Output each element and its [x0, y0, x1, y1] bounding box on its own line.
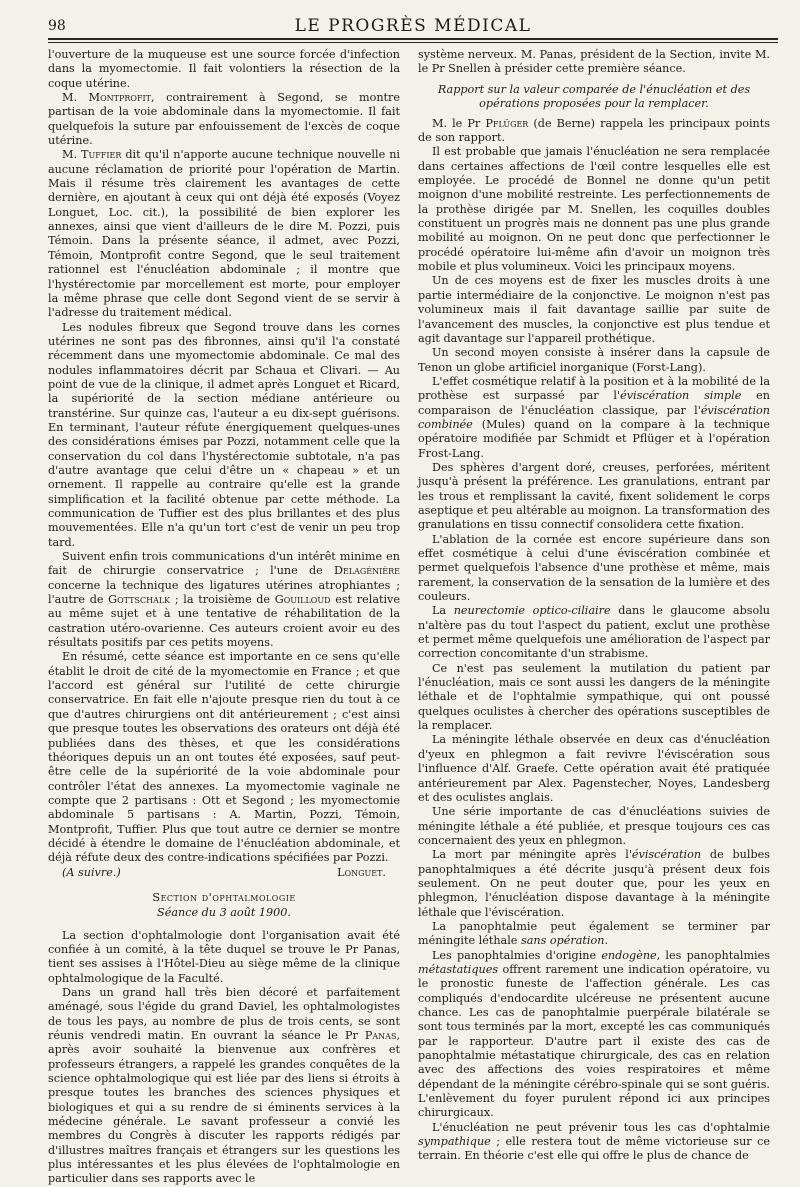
author-name: M. Montprofit	[62, 91, 151, 105]
paragraph: M. le Pr Pflüger (de Berne) rappela les principaux points de son rapport.	[418, 116, 770, 145]
to-be-continued: (A suivre.)	[62, 865, 121, 879]
report-title: Rapport sur la valeur comparée de l'énucléation et des opérations proposées pour la remplacer.	[437, 82, 751, 110]
paragraph: La méningite léthale observée en deux cas d'énucléation d'yeux en phlegmon a fait revivre l'éviscération sous l'influence d'Alf. Graefe. Cette opération avait été pratiquée antérieurement par Alex. Pagenstecher, Noyes, Landesberg et des oculistes anglais.	[418, 733, 770, 804]
session-date: Séance du 3 août 1900.	[157, 906, 291, 920]
paragraph: L'ablation de la cornée est encore supérieure dans son effet cosmétique à celui d'une éviscération combinée et permet quelquefois l'absence d'une prothèse et même, mais rarement, la conservation de la sensation de la lumière et des couleurs.	[418, 532, 770, 604]
paragraph: La section d'ophtalmologie dont l'organisation avait été confiée à un comité, à la tête duquel se trouve le Pr Panas, tient ses assises à l'Hôtel-Dieu au siège même de la clinique ophtalmologique de la Faculté.	[48, 928, 400, 985]
paragraph: Suivent enfin trois communications d'un intérêt minime en fait de chirurgie conservatrice ; l'une de Delagénière concerne la technique des ligatures utérines atrophiantes ; l'autre de Gottschalk ; la troisième de Gouilloud est relative au même sujet et à une tentative de réhabilitation de la castration utéro-ovarienne. Ces auteurs croient avoir eu des résultats positifs par ces petits moyens.	[48, 550, 400, 650]
right-column	[418, 48, 770, 1164]
author-signature: Longuet.	[337, 865, 386, 879]
paragraph: Les nodules fibreux que Segond trouve dans les cornes utérines ne sont pas des fibronnes, ainsi qu'il l'a constaté récemment dans une myomectomie abdominale. Ce mal des nodules inflammatoires décrit par Schaua et Clivari. — Au point de vue de la clinique, il admet après Longuet et Ricard, la supériorité de la section médiane antérieure ou transtérine. Sur quinze cas, l'auteur a eu dix-sept guérisons. En terminant, l'auteur réfute énergiquement quelques-unes des considérations émises par Pozzi, notamment celle que la conservation du col dans l'hystérectomie subtotale, n'a pas d'autre avantage que celui d'être un « chapeau » et un ornement. Il rappelle au contraire qu'elle est la grande simplification et la facilité obtenue par cette méthode. La communication de Tuffier est des plus brillantes et des plus mouvementées. Elle n'a qu'un tort c'est de venir un peu trop tard.	[48, 320, 400, 549]
author-name: M. Tuffier	[62, 148, 122, 162]
author-name: Panas	[364, 1029, 397, 1043]
journal-title: LE PROGRÈS MÉDICAL	[294, 16, 532, 36]
page-number: 98	[48, 18, 66, 34]
paragraph: Il est probable que jamais l'énucléation ne sera remplacée dans certaines affections de l'œil contre lesquelles elle est employée. Le procédé de Bonnel ne donne qu'un petit moignon d'une mobilité restreinte. Les perfectionnements de la prothèse dirigée par M. Snellen, les coquilles doubles constituent un progrès mais ne donnent pas une plus grande mobilité au moignon. On ne peut donc que perfectionner le procédé opératoire lui-même afin d'avoir un moignon très mobile et plus volumineux. Voici les principaux moyens.	[418, 145, 770, 274]
paragraph: M. Tuffier dit qu'il n'apporte aucune technique nouvelle ni aucune réclamation de priorité pour l'opération de Martin. Mais il résume très clairement les avantages de cette dernière, en ajoutant à ceux qui ont déjà été exposés (Voyez Longuet, Loc. cit.), la possibilité de bien explorer les annexes, ainsi que vient d'ailleurs de le dire M. Pozzi, puis Témoin. Dans la présente séance, il admet, avec Pozzi, Témoin, Montprofit contre Segond, que le seul traitement rationnel est l'énucléation abdominale ; il montre que l'hystérectomie par morcellement est morte, pour employer la même phrase que celle dont Segond vient de se servir à l'adresse du traitement médical.	[48, 148, 400, 320]
paragraph: Un de ces moyens est de fixer les muscles droits à une partie intermédiaire de la conjonctive. Le moignon n'est pas volumineux mais il fait davantage saillie par suite de l'avancement des muscles, la conjonctive est plus tendue et agit davantage sur l'appareil prothétique.	[418, 274, 770, 345]
paragraph: L'effet cosmétique relatif à la position et à la mobilité de la prothèse est surpassé par l'éviscération simple en comparaison de l'énucléation classique, par l'éviscération combinée (Mules) quand on la compare à la technique opératoire modifiée par Schmidt et Pflüger et à l'opération Frost-Lang.	[418, 374, 770, 460]
header-rule-thin	[48, 42, 778, 43]
header-rule	[48, 38, 778, 40]
paragraph: Ce n'est pas seulement la mutilation du patient par l'énucléation, mais ce sont aussi les dangers de la méningite léthale et de l'ophtalmie sympathique, qui ont poussé quelques oculistes à chercher des opérations susceptibles de la remplacer.	[418, 661, 770, 733]
paragraph: L'énucléation ne peut prévenir tous les cas d'ophtalmie sympathique ; elle restera tout de même victorieuse sur ce terrain. En théorie c'est elle qui offre le plus de chance de	[418, 1120, 770, 1163]
paragraph: Dans un grand hall très bien décoré et parfaitement aménagé, sous l'égide du grand Daviel, les ophtalmologistes de tous les pays, au nombre de plus de trois cents, se sont réunis vendredi matin. En ouvrant la séance le Pr Panas, après avoir souhaité la bienvenue aux confrères et professeurs étrangers, a rappelé les grandes conquêtes de la science ophtalmologique qui est liée par des liens si étroits à presque toutes les branches des sciences physiques et biologiques et qui a su rendre de si éminents services à la médecine générale. Le savant professeur a convié les membres du Congrès à discuter les rapports rédigés par d'illustres maîtres français et étrangers sur les questions les plus intéressantes et les plus élevées de l'ophtalmologie en particulier dans ses rapports avec le	[48, 986, 400, 1186]
paragraph: Les panophtalmies d'origine endogène, les panophtalmies métastatiques offrent rarement une indication opératoire, vu le pronostic funeste de l'affection générale. Les cas compliqués d'endocardite ulcéreuse ne présentent aucune chance. Les cas de panophtalmie puerpérale bilatérale se sont tous terminés par la mort, excepté les cas communiqués par le rapporteur. D'autre part il existe des cas de panophtalmie métastatique chirurgicale, des cas en relation avec des affections des voies respiratoires et même dépendant de la méningite cérébro-spinale qui se sont guéris. L'enlèvement du foyer purulent répond ici aux principes chirurgicaux.	[418, 948, 770, 1120]
author-name: Gouilloud	[274, 593, 331, 607]
left-column	[48, 48, 400, 1187]
author-name: Delagénière	[334, 564, 400, 578]
paragraph: l'ouverture de la muqueuse est une source forcée d'infection dans la myomectomie. Il fait volontiers la résection de la coque utérine.	[48, 48, 400, 90]
paragraph: La panophtalmie peut également se terminer par méningite léthale sans opération.	[418, 919, 770, 948]
paragraph: La neurectomie optico-ciliaire dans le glaucome absolu n'altère pas du tout l'aspect du patient, exclut une prothèse et permet même quelquefois une amélioration de l'aspect par correction concomitante d'un strabisme.	[418, 604, 770, 661]
paragraph: Des sphères d'argent doré, creuses, perforées, méritent jusqu'à présent la préférence. Les granulations, entrant par les trous et remplissant la cavité, fixent solidement le corps aseptique et peu altérable au moignon. La transformation des granulations en tissu connectif consolidera cette fixation.	[418, 460, 770, 532]
paragraph: En résumé, cette séance est importante en ce sens qu'elle établit le droit de cité de la myomectomie en France ; et que l'accord est général sur l'utilité de cette chirurgie conservatrice. En fait elle n'ajoute presque rien du tout à ce que d'autres chirurgiens ont dit antérieurement ; c'est ainsi que presque toutes les observations des orateurs ont déjà été publiées dans des thèses, et que les considérations théoriques depuis un an ont toutes été exposées, sauf peut-être celle de la supériorité de la voie abdominale pour contrôler l'état des annexes. La myomectomie vaginale ne compte que 2 partisans : Ott et Segond ; les myomectomie abdominale 5 partisans : A. Martin, Pozzi, Témoin, Montprofit, Tuffier. Plus que tout autre ce dernier se montre décidé à étendre le domaine de l'énucléation abdominale, et déjà réfute deux des contre-indications spécifiées par Pozzi.	[48, 650, 400, 865]
author-name: Pflüger	[485, 116, 529, 130]
signature-line	[48, 866, 400, 880]
paragraph: Un second moyen consiste à insérer dans la capsule de Tenon un globe artificiel inorganique (Forst-Lang).	[418, 346, 770, 374]
section-heading: Section d'ophtalmologie	[152, 889, 296, 904]
author-name: Gottschalk	[108, 593, 171, 607]
page-header	[48, 14, 778, 38]
paragraph: La mort par méningite après l'éviscération de bulbes panophtalmiques a été décrite jusqu'à présent deux fois seulement. On ne peut douter que, pour les yeux en phlegmon, l'énucléation dispose davantage à la méningite léthale que l'éviscération.	[418, 848, 770, 919]
paragraph: M. Montprofit, contrairement à Segond, se montre partisan de la voie abdominale dans la myomectomie. Il fait quelquefois la suture par enfouissement de l'excès de coque utérine.	[48, 91, 400, 148]
paragraph: système nerveux. M. Panas, président de la Section, invite M. le Pr Snellen à présider cette première séance.	[418, 48, 770, 76]
paragraph: Une série importante de cas d'énucléations suivies de méningite léthale a été publiée, et presque toujours ces cas concernaient des yeux en phlegmon.	[418, 805, 770, 847]
